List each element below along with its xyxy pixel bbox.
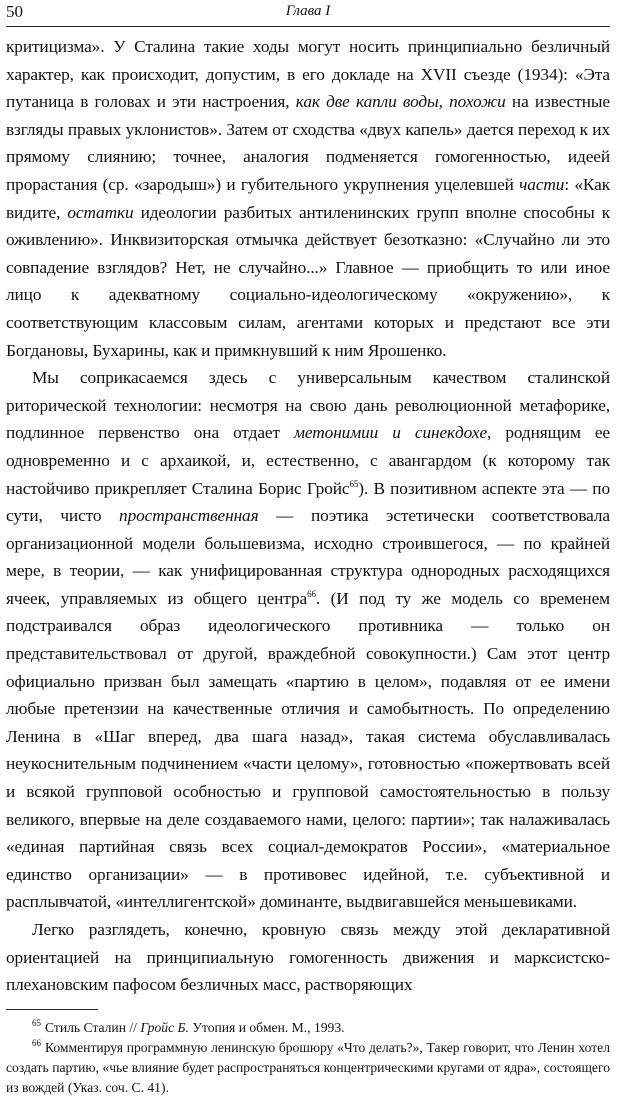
footnote-number: 66 (32, 1038, 41, 1049)
text-run: Мы соприкасаемся здесь с универсальным качеством сталинской риторической технологии: несмотря на свою дань революционной метафорике, подлинное первенство она отдает (6, 368, 610, 443)
text-run: ). В позитивном аспекте эта — по сути, чисто (6, 478, 610, 526)
page-number: 50 (6, 2, 23, 21)
footnote-divider (6, 1009, 98, 1010)
text-run: — поэтика эстетически соответствовала организационной модели большевизма, исходно строившегося, — по крайней мере, в теории, — как унифицированная структура однородных расходящихся ячеек, управляемых из общего центра (6, 506, 610, 608)
text-run: на известные взгляды правых уклонистов». Затем от сходства «двух капель» дается переход к их прямому слиянию; точнее, аналогия подменяется гомогенностью, идеей прорастания (ср. «зародыш») и губительного укрупнения уцелевшей (6, 92, 610, 194)
paragraph (6, 364, 610, 916)
text-run: , роднящим ее одновременно и с архаикой, и, естественно, с авангардом (к которому так настойчиво прикрепляет Сталина Борис Гройс (6, 423, 611, 498)
text-run: идеологии разбитых антиленинских групп вполне способны к оживлению». Инквизиторская отмычка действует безотказно: «Случайно ли это совпадение взглядов? Нет, не случайно...» Главное — приобщить то или иное лицо к адекватному социально-идеологическому «окружению», к соответствующим классовым силам, агентами которых и предстают все эти Богдановы, Бухарины, как и примкнувший к ним Ярошенко. (6, 202, 610, 360)
footnote-number: 65 (32, 1018, 41, 1029)
footnote-reference: 65 (349, 478, 359, 489)
italic-text: как две капли воды, похожи (295, 92, 506, 112)
italic-text: части (519, 174, 565, 194)
italic-text: метонимии и синекдохе (294, 423, 488, 443)
paragraph (6, 916, 610, 999)
text-run: критицизма». У Сталина такие ходы могут носить принципиально безличный характер, как происходит, допустим, в его докладе на XVII съезде (1934): «Эта путаница в головах и эти настроения, (6, 37, 610, 112)
text-run: Утопия и обмен. М., 1993. (188, 1019, 345, 1035)
text-run: Комментируя программную ленинскую брошюру «Что делать?», Такер говорит, что Ленин хотел создать партию, «чье влияние будет распространяться концентрическими кругами от ядра», состоящего из вождей (Указ. соч. С. 41). (6, 1039, 610, 1095)
italic-text: пространственная (119, 506, 259, 526)
main-text (6, 33, 610, 999)
footnote (6, 1018, 610, 1038)
footnotes (6, 1018, 610, 1098)
text-run: . (И под ту же модель со временем подстраивался образ идеологического противника — только он представительствовал от другой, враждебной совокупности.) Сам этот центр официально призван был замещать «партию в целом», подавляя от ее имени любые претензии на качественные отличия и самобытность. По определению Ленина в «Шаг вперед, два шага назад», такая система обуславливалась неукоснительным подчинением «части целому», готовностью «пожертвовать всей и всякой групповой особностью и групповой самостоятельностью в пользу великого, впервые на деле создаваемого нами, целого: партии»; так налаживалась «единая партийная связь всех социал-демократов России», «материальное единство организации» — в противовес идейной, т.е. субъективной и расплывчатой, «интеллигентской» доминанте, выдвигавшейся меньшевиками. (6, 588, 610, 912)
text-run: : «Как видите, (6, 174, 610, 222)
text-run: Легко разглядеть, конечно, кровную связь между этой декларативной ориентацией на принципиальную гомогенность движения и марксистско-плехановским пафосом безличных масс, растворяющих (6, 920, 610, 995)
running-header (6, 0, 610, 27)
paragraph (6, 33, 610, 364)
footnote-reference: 66 (307, 589, 316, 600)
italic-text: остатки (67, 202, 134, 222)
footnote (6, 1038, 610, 1098)
text-run: Стиль Сталин // (45, 1019, 141, 1035)
italic-text: Гройс Б. (140, 1019, 189, 1035)
chapter-title: Глава I (285, 3, 331, 19)
